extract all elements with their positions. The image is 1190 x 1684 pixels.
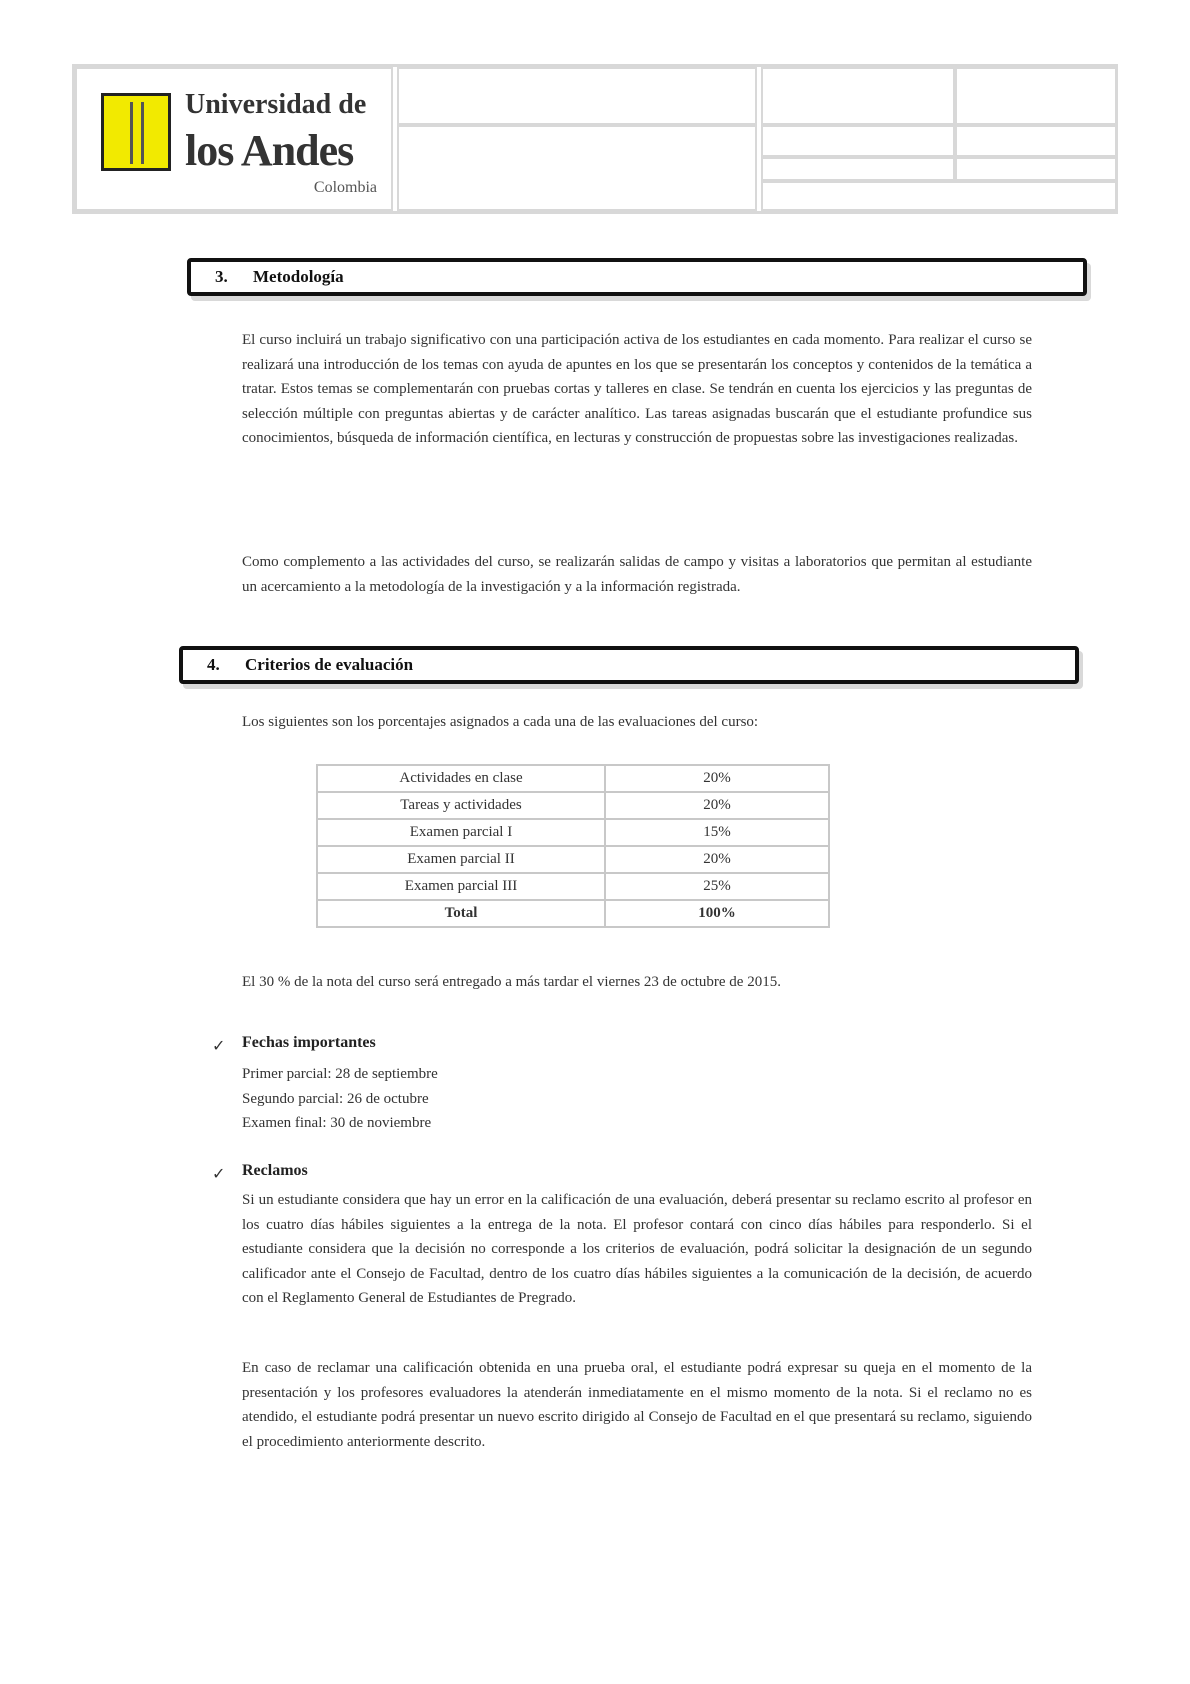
total-value: 100%: [605, 900, 829, 927]
section-banner-evaluation: [179, 646, 1079, 684]
header-cell-title: [397, 67, 757, 125]
header-cell-subtitle: [397, 125, 757, 211]
grade-value: 20%: [605, 792, 829, 819]
grade-item: Examen parcial II: [317, 846, 605, 873]
checkmark-icon: ✓: [212, 1166, 226, 1183]
grade-value: 20%: [605, 765, 829, 792]
table-row: [317, 765, 829, 792]
table-row: [317, 846, 829, 873]
claims-heading: Reclamos: [242, 1162, 308, 1179]
logo-text-line1: Universidad de: [185, 89, 367, 120]
grade-value: 25%: [605, 873, 829, 900]
header-cell: [955, 125, 1117, 157]
grade-value: 20%: [605, 846, 829, 873]
table-row: [317, 819, 829, 846]
evaluation-intro: Los siguientes son los porcentajes asignados a cada una de las evaluaciones del curso:: [242, 714, 759, 730]
list-item: Segundo parcial: 26 de octubre: [242, 1090, 429, 1107]
table-row: [317, 792, 829, 819]
grade-item: Tareas y actividades: [317, 792, 605, 819]
logo-cell: [75, 67, 393, 211]
header-cell: [955, 67, 1117, 125]
checkmark-icon: ✓: [212, 1038, 226, 1055]
section-number: 3.: [215, 267, 228, 286]
header-cell: [761, 157, 955, 181]
section-banner-methodology: [187, 258, 1087, 296]
list-item: Examen final: 30 de noviembre: [242, 1115, 432, 1132]
dates-heading: Fechas importantes: [242, 1034, 376, 1051]
dates-list: [242, 1062, 438, 1136]
table-row: [317, 873, 829, 900]
section-title: Metodología: [253, 267, 344, 286]
total-label: Total: [317, 900, 605, 927]
section-title: Criterios de evaluación: [245, 655, 414, 674]
list-item: Primer parcial: 28 de septiembre: [242, 1066, 438, 1082]
grade-item: Actividades en clase: [317, 765, 605, 792]
header-cell: [761, 125, 955, 157]
document-header: [72, 64, 1118, 214]
grade-item: Examen parcial I: [317, 819, 605, 846]
grade-value: 15%: [605, 819, 829, 846]
university-logo-icon: [101, 93, 171, 171]
table-row-total: [317, 900, 829, 927]
header-cell: [761, 67, 955, 125]
grade-item: Examen parcial III: [317, 873, 605, 900]
logo-text-line3: Colombia: [313, 179, 377, 196]
header-cell: [955, 157, 1117, 181]
section-number: 4.: [207, 655, 220, 674]
evaluation-note: El 30 % de la nota del curso será entregado a más tardar el viernes 23 de octubre de 2015.: [242, 974, 781, 990]
logo-text-line2: los Andes: [185, 126, 354, 175]
claims-paragraph: Si un estudiante considera que hay un error en la calificación de una evaluación, deberá presentar su reclamo escrito al profesor en los cuatro días hábiles siguientes a la entrega de la nota. El profesor contará con cinco días hábiles para responderlo. Si el estudiante considera que la decisión no corresponde a los criterios de evaluación, podrá solicitar la designación de un segundo calificador ante el Consejo de Facultad, dentro de los cuatro días hábiles siguientes a la comunicación de la decisión, de acuerdo con el Reglamento General de Estudiantes de Pregrado.: [242, 1192, 1032, 1307]
header-cell: [761, 181, 1117, 211]
methodology-paragraph: El curso incluirá un trabajo significativo con una participación activa de los estudiantes en cada momento. Para realizar el curso se realizará una introducción de los temas con ayuda de apuntes en los que se presentarán los conceptos y contenidos de la temática a tratar. Estos temas se complementarán con pruebas cortas y talleres en clase. Se tendrán en cuenta los ejercicios y las preguntas de selección múltiple con preguntas abiertas y de carácter analítico. Las tareas asignadas buscarán que el estudiante profundice sus conocimientos, búsqueda de información científica, en lecturas y construcción de propuestas sobre las investigaciones realizadas.: [242, 332, 1032, 447]
claims-paragraph: En caso de reclamar una calificación obtenida en una prueba oral, el estudiante podrá expresar su queja en el momento de la presentación y los profesores evaluadores la atenderán inmediatamente en el mismo momento de la nota. Si el reclamo no es atendido, el estudiante podrá presentar un nuevo escrito dirigido al Consejo de Facultad en el que presentará su reclamo, siguiendo el procedimiento anteriormente descrito.: [242, 1360, 1032, 1450]
grades-table: [316, 764, 830, 928]
methodology-paragraph: Como complemento a las actividades del curso, se realizarán salidas de campo y visitas a laboratorios que permitan al estudiante un acercamiento a la metodología de la investigación y a la información registrada.: [242, 554, 1032, 595]
